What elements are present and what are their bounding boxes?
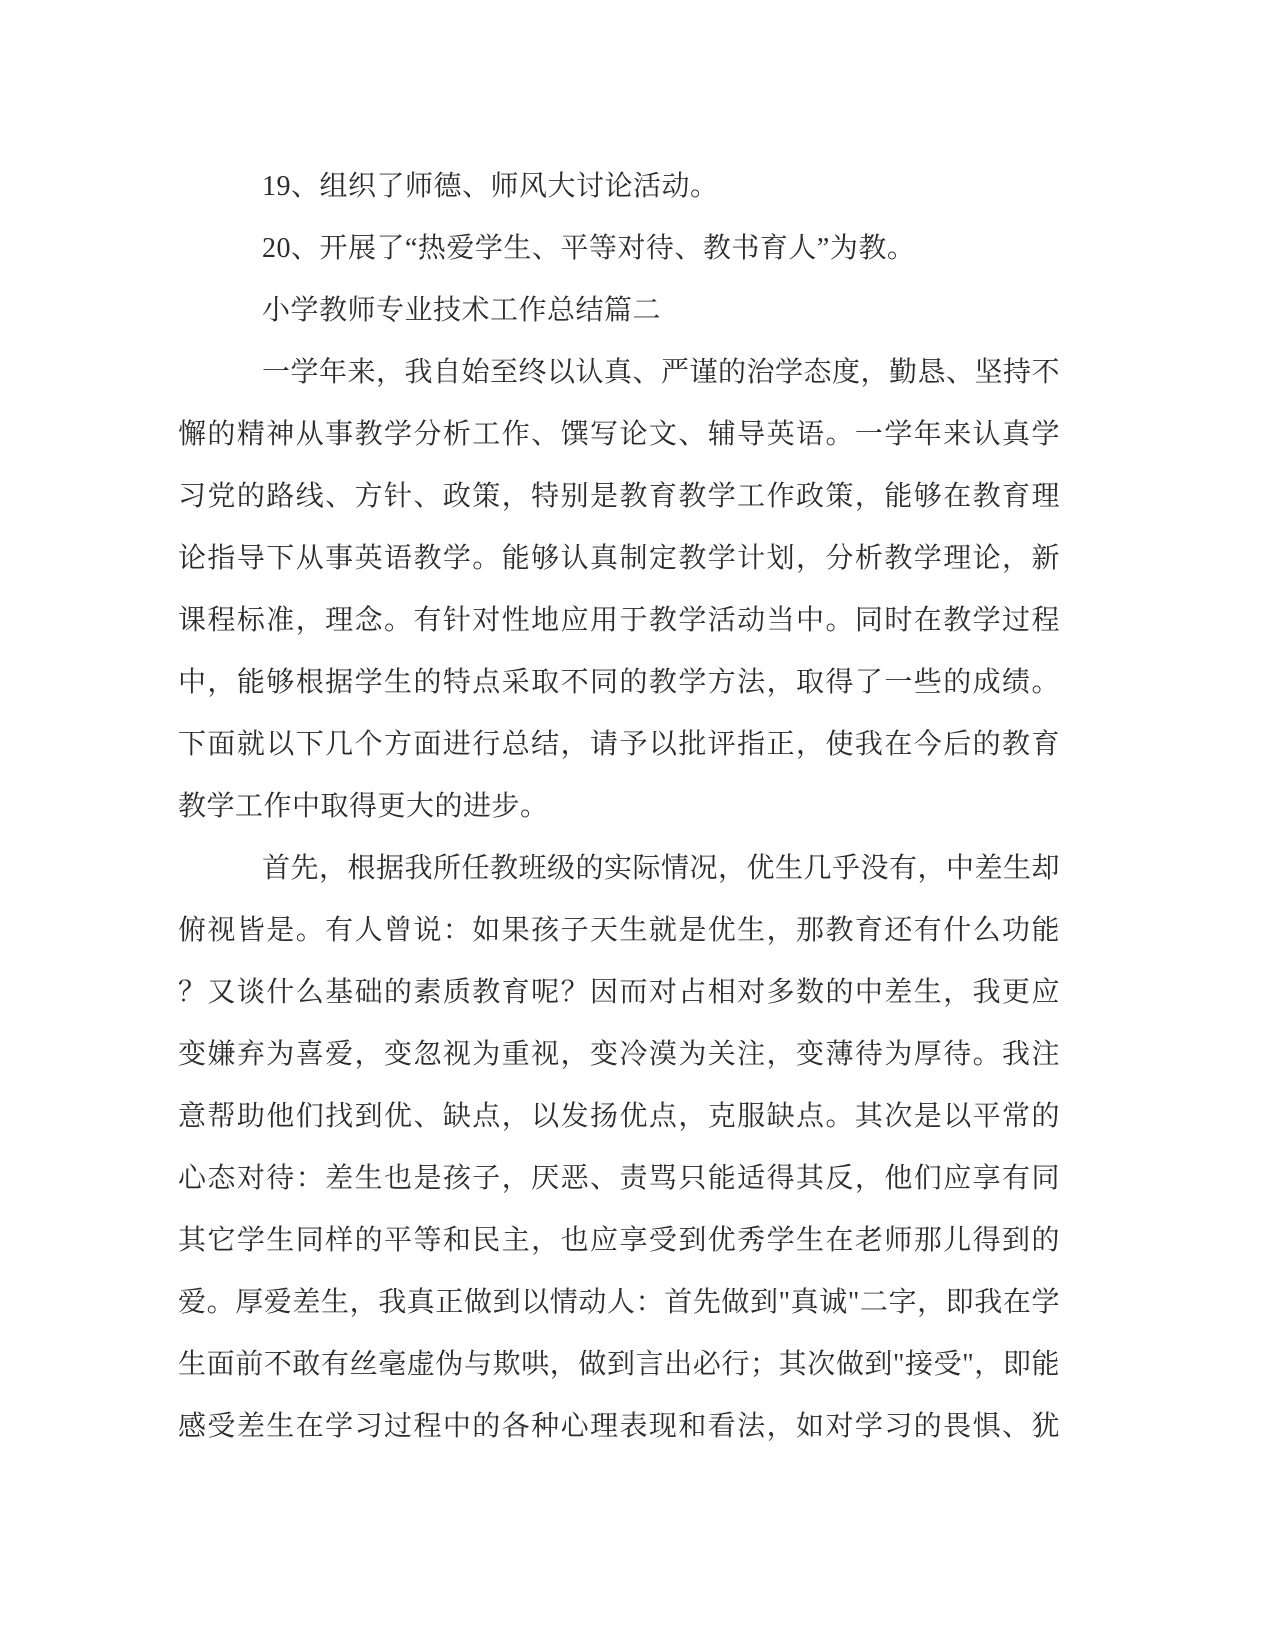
paragraph-1-line: 论指导下从事英语教学。能够认真制定教学计划，分析教学理论，新	[178, 543, 1060, 574]
paragraph-1-line: 一学年来，我自始至终以认真、严谨的治学态度，勤恳、坚持不	[262, 357, 1061, 388]
paragraph-1-line: 习党的路线、方针、政策，特别是教育教学工作政策，能够在教育理	[178, 481, 1060, 512]
paragraph-2-line: 变嫌弃为喜爱，变忽视为重视，变冷漠为关注，变薄待为厚待。我注	[178, 1039, 1060, 1070]
paragraph-1-line: 教学工作中取得更大的进步。	[178, 791, 549, 822]
paragraph-1-line: 懈的精神从事教学分析工作、馔写论文、辅导英语。一学年来认真学	[178, 419, 1060, 450]
paragraph-2-line: 首先，根据我所任教班级的实际情况，优生几乎没有，中差生却	[262, 853, 1061, 884]
paragraph-2-line: 心态对待：差生也是孩子，厌恶、责骂只能适得其反，他们应享有同	[178, 1163, 1060, 1194]
paragraph-2-line: 其它学生同样的平等和民主，也应享受到优秀学生在老师那儿得到的	[178, 1225, 1060, 1256]
paragraph-2-line: 爱。厚爱差生，我真正做到以情动人：首先做到"真诚"二字，即我在学	[178, 1287, 1060, 1318]
paragraph-1-line: 中，能够根据学生的特点采取不同的教学方法，取得了一些的成绩。	[178, 667, 1060, 698]
document-text-block	[178, 156, 1060, 1458]
section-heading: 小学教师专业技术工作总结篇二	[262, 295, 662, 326]
paragraph-1-line: 课程标准，理念。有针对性地应用于教学活动当中。同时在教学过程	[178, 605, 1060, 636]
paragraph-2-line: ？又谈什么基础的素质教育呢？因而对占相对多数的中差生，我更应	[178, 977, 1060, 1008]
list-item-19: 19、组织了师德、师风大讨论活动。	[262, 171, 719, 202]
paragraph-2-line: 意帮助他们找到优、缺点，以发扬优点，克服缺点。其次是以平常的	[178, 1101, 1060, 1132]
paragraph-1-line: 下面就以下几个方面进行总结，请予以批评指正，使我在今后的教育	[178, 729, 1060, 760]
list-item-20: 20、开展了“热爱学生、平等对待、教书育人”为教。	[262, 233, 916, 264]
paragraph-2-line: 俯视皆是。有人曾说：如果孩子天生就是优生，那教育还有什么功能	[178, 915, 1060, 946]
paragraph-2-line: 生面前不敢有丝毫虚伪与欺哄，做到言出必行；其次做到"接受"，即能	[178, 1349, 1060, 1380]
paragraph-2-line: 感受差生在学习过程中的各种心理表现和看法，如对学习的畏惧、犹	[178, 1411, 1060, 1442]
